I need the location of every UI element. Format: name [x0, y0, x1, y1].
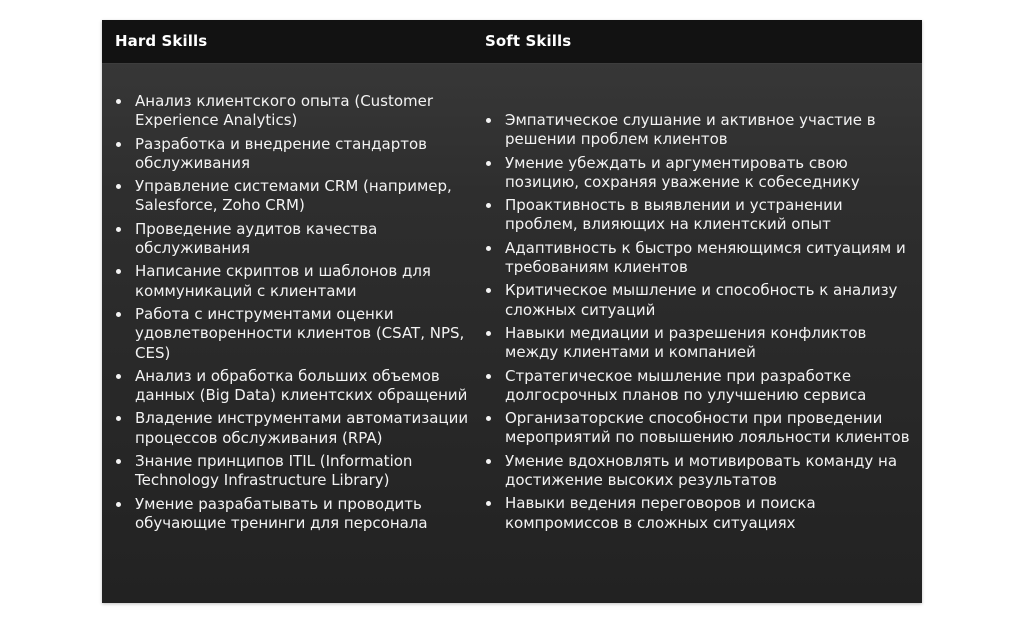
list-item: Навыки медиации и разрешения конфликтов между клиентами и компанией	[485, 324, 910, 363]
list-item: Знание принципов ITIL (Information Technology Infrastructure Library)	[115, 452, 470, 491]
hard-skills-header: Hard Skills	[115, 32, 208, 50]
list-item: Проведение аудитов качества обслуживания	[115, 220, 470, 259]
list-item: Организаторские способности при проведении мероприятий по повышению лояльности клиентов	[485, 409, 910, 448]
list-item: Критическое мышление и способность к анализу сложных ситуаций	[485, 281, 910, 320]
list-item: Умение вдохновлять и мотивировать команду на достижение высоких результатов	[485, 452, 910, 491]
list-item: Навыки ведения переговоров и поиска компромиссов в сложных ситуациях	[485, 494, 910, 533]
soft-skills-list	[485, 111, 910, 537]
list-item: Разработка и внедрение стандартов обслуживания	[115, 135, 470, 174]
table-header	[102, 20, 922, 64]
list-item: Умение убеждать и аргументировать свою позицию, сохраняя уважение к собеседнику	[485, 154, 910, 193]
list-item: Проактивность в выявлении и устранении проблем, влияющих на клиентский опыт	[485, 196, 910, 235]
soft-skills-header: Soft Skills	[485, 32, 572, 50]
list-item: Анализ клиентского опыта (Customer Experience Analytics)	[115, 92, 470, 131]
list-item: Написание скриптов и шаблонов для коммуникаций с клиентами	[115, 262, 470, 301]
list-item: Владение инструментами автоматизации процессов обслуживания (RPA)	[115, 409, 470, 448]
hard-skills-list	[115, 92, 470, 537]
list-item: Адаптивность к быстро меняющимся ситуациям и требованиям клиентов	[485, 239, 910, 278]
skills-table	[102, 20, 922, 603]
list-item: Работа с инструментами оценки удовлетворенности клиентов (CSAT, NPS, CES)	[115, 305, 470, 363]
list-item: Управление системами CRM (например, Salesforce, Zoho CRM)	[115, 177, 470, 216]
list-item: Умение разрабатывать и проводить обучающие тренинги для персонала	[115, 495, 470, 534]
list-item: Эмпатическое слушание и активное участие в решении проблем клиентов	[485, 111, 910, 150]
list-item: Стратегическое мышление при разработке долгосрочных планов по улучшению сервиса	[485, 367, 910, 406]
list-item: Анализ и обработка больших объемов данных (Big Data) клиентских обращений	[115, 367, 470, 406]
